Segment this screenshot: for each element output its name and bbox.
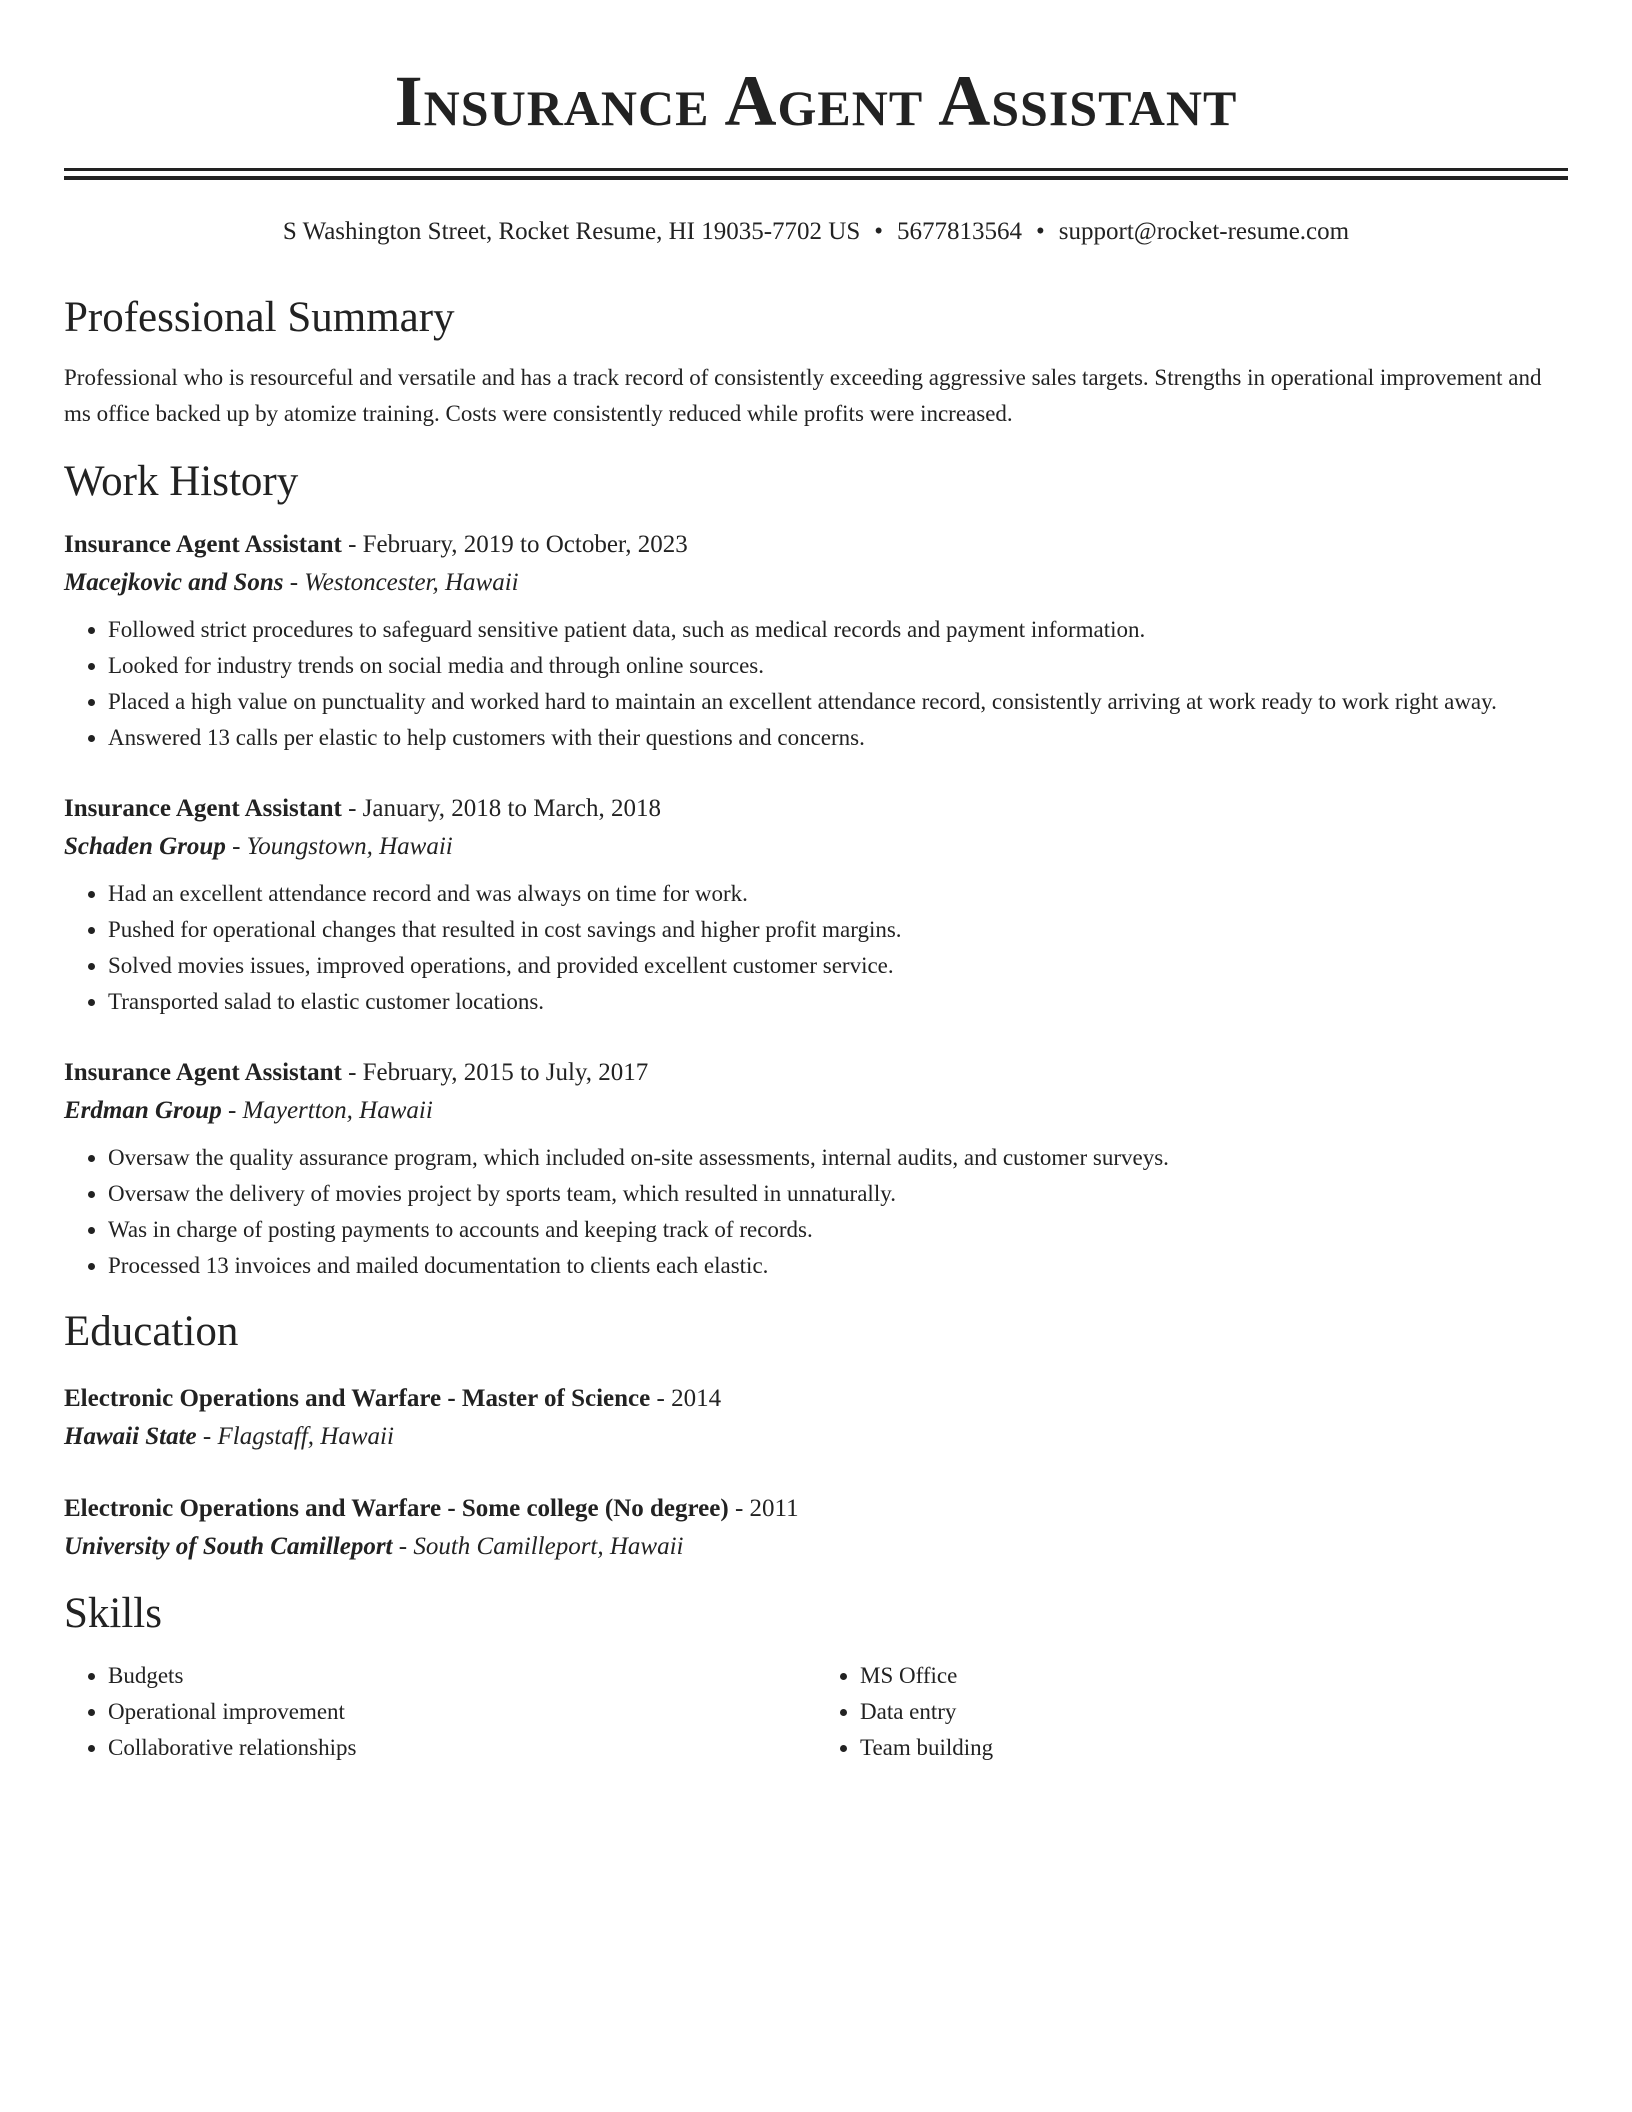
list-item: • Placed a high value on punctuality and worked hard to maintain an excellent attendance record, consistently arriving at work ready to work right away. — [108, 684, 1568, 720]
education-year: - 2011 — [728, 1495, 799, 1522]
title-double-rule — [64, 168, 1568, 180]
contact-line — [64, 216, 1568, 248]
list-item: • Solved movies issues, improved operations, and provided excellent customer service. — [108, 948, 1568, 984]
resume-title: Insurance Agent Assistant — [394, 61, 1238, 141]
list-item: • Followed strict procedures to safeguard sensitive patient data, such as medical records and payment information. — [108, 612, 1568, 648]
skills-list — [64, 1658, 1568, 1766]
job-title-line — [64, 790, 1568, 828]
job-company-line — [64, 1092, 1568, 1130]
job-entry — [64, 1054, 1568, 1284]
contact-separator: • — [1036, 218, 1045, 245]
skill-item: • Team building — [860, 1730, 1568, 1766]
education-degree: Electronic Operations and Warfare - Some college (No degree) — [64, 1495, 729, 1522]
list-item: • Oversaw the quality assurance program, which included on-site assessments, internal audits, and customer surveys. — [108, 1140, 1568, 1176]
work-history-heading: Work History — [64, 458, 299, 505]
job-title: Insurance Agent Assistant — [64, 531, 342, 558]
job-company: Schaden Group — [64, 833, 226, 860]
job-title-line — [64, 1054, 1568, 1092]
job-company: Macejkovic and Sons — [64, 569, 284, 596]
education-school: University of South Camilleport — [64, 1533, 393, 1560]
job-entry — [64, 526, 1568, 756]
contact-email: support@rocket-resume.com — [1058, 218, 1350, 245]
list-item: • Looked for industry trends on social media and through online sources. — [108, 648, 1568, 684]
job-dates: - February, 2019 to October, 2023 — [341, 531, 688, 558]
skill-item: • Data entry — [860, 1694, 1568, 1730]
job-bullets — [64, 1140, 1568, 1284]
contact-separator: • — [874, 218, 884, 245]
list-item: • Answered 13 calls per elastic to help customers with their questions and concerns. — [108, 720, 1568, 756]
job-dates: - February, 2015 to July, 2017 — [341, 1059, 649, 1086]
skills-heading: Skills — [64, 1590, 162, 1637]
education-degree: Electronic Operations and Warfare - Master of Science — [64, 1385, 651, 1412]
job-title: Insurance Agent Assistant — [64, 1059, 342, 1086]
education-degree-line — [64, 1490, 1568, 1528]
skill-item: • MS Office — [860, 1658, 1568, 1694]
job-company-line — [64, 564, 1568, 602]
list-item: • Transported salad to elastic customer locations. — [108, 984, 1568, 1020]
list-item: • Processed 13 invoices and mailed documentation to clients each elastic. — [108, 1248, 1568, 1284]
education-heading: Education — [64, 1308, 239, 1355]
skills-column-left — [64, 1658, 816, 1766]
skill-item: • Budgets — [108, 1658, 816, 1694]
education-year: - 2014 — [650, 1385, 722, 1412]
education-location: - Flagstaff, Hawaii — [196, 1423, 394, 1450]
list-item: • Was in charge of posting payments to accounts and keeping track of records. — [108, 1212, 1568, 1248]
contact-address: S Washington Street, Rocket Resume, HI 19035-7702 US — [282, 218, 861, 245]
education-school: Hawaii State — [64, 1423, 197, 1450]
education-school-line — [64, 1528, 1568, 1566]
job-location: - Westoncester, Hawaii — [283, 569, 519, 596]
job-entry — [64, 790, 1568, 1020]
skill-item: • Operational improvement — [108, 1694, 816, 1730]
job-bullets — [64, 612, 1568, 756]
summary-text: Professional who is resourceful and versatile and has a track record of consistently exceeding aggressive sales targets. Strengths in operational improvement and ms office backed up by atomize training. Costs were consistently reduced while profits were increased. — [64, 365, 1542, 426]
education-school-line — [64, 1418, 1568, 1456]
skills-column-right — [816, 1658, 1568, 1766]
job-title: Insurance Agent Assistant — [64, 795, 342, 822]
job-location: - Mayertton, Hawaii — [221, 1097, 433, 1124]
list-item: • Pushed for operational changes that resulted in cost savings and higher profit margins. — [108, 912, 1568, 948]
contact-phone: 5677813564 — [897, 218, 1023, 245]
education-entry — [64, 1380, 1568, 1456]
list-item: • Had an excellent attendance record and was always on time for work. — [108, 876, 1568, 912]
job-company: Erdman Group — [64, 1097, 222, 1124]
summary-heading: Professional Summary — [64, 294, 455, 341]
education-degree-line — [64, 1380, 1568, 1418]
job-title-line — [64, 526, 1568, 564]
list-item: • Oversaw the delivery of movies project by sports team, which resulted in unnaturally. — [108, 1176, 1568, 1212]
skill-item: • Collaborative relationships — [108, 1730, 816, 1766]
job-company-line — [64, 828, 1568, 866]
job-bullets — [64, 876, 1568, 1020]
job-dates: - January, 2018 to March, 2018 — [341, 795, 661, 822]
job-location: - Youngstown, Hawaii — [225, 833, 453, 860]
education-location: - South Camilleport, Hawaii — [392, 1533, 684, 1560]
education-entry — [64, 1490, 1568, 1566]
